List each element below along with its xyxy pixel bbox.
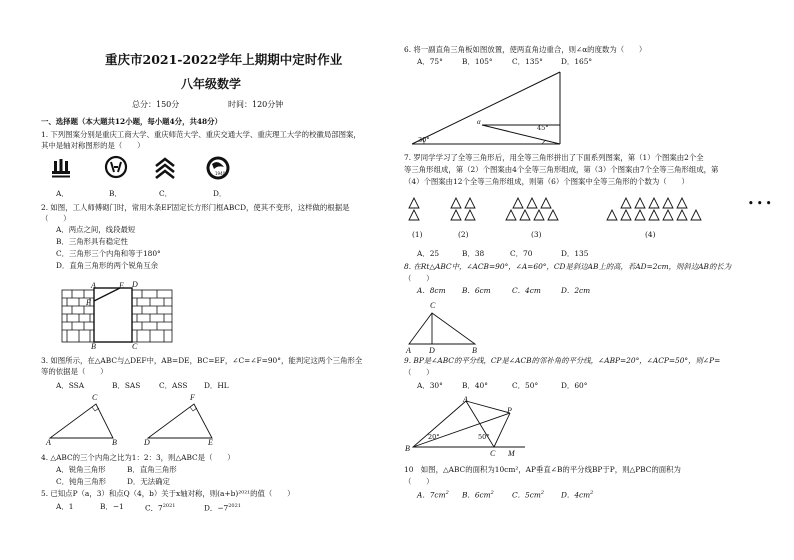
q10-option-b[interactable]	[462, 489, 494, 499]
q5-option-d-base: D．−7	[204, 503, 229, 513]
q3-label-a: A	[46, 438, 51, 447]
q5-option-c-exponent: 2021	[162, 503, 176, 509]
q7-pattern-figure	[408, 196, 728, 226]
q2-option-b[interactable]: B．三角形具有稳定性	[56, 237, 128, 246]
q9-option-a[interactable]: A．30°	[417, 381, 443, 390]
q2-stem-line2: （ ）	[41, 214, 71, 223]
q7-fig-label-1: (1)	[412, 230, 423, 239]
q10-stem-line1: 10 如图，△ABC的面积为10cm²，AP垂直∠B的平分线BP于P，则△PBC的面积为	[404, 465, 681, 474]
q10-stem-line2: （ ）	[404, 477, 434, 486]
q2-option-d[interactable]: D．直角三角形的两个锐角互余	[56, 261, 159, 270]
q10-option-d[interactable]	[561, 489, 593, 499]
q7-fig-label-4: (4)	[645, 230, 656, 239]
q10-option-a[interactable]	[417, 489, 449, 499]
q6-option-a[interactable]: A．75°	[417, 57, 443, 66]
q1-stem-line1: 1. 下列图案分别是重庆工商大学、重庆师范大学、重庆交通大学、重庆理工大学的校徽局部图案，	[41, 130, 361, 139]
q1-option-a[interactable]: A．	[56, 189, 69, 198]
q8-label-b: B	[472, 346, 477, 355]
q3-stem-line2: 等的依据是（ ）	[41, 367, 108, 376]
q8-option-c[interactable]: C．4cm	[512, 286, 541, 295]
q2-label-a: A	[91, 281, 96, 290]
q3-triangle-abc	[48, 402, 120, 440]
q5-option-a[interactable]: A．1	[56, 502, 74, 511]
q3-option-d[interactable]: D．HL	[204, 381, 229, 390]
q1-option-c[interactable]: C．	[159, 189, 173, 198]
q9-stem-line2: （ ）	[404, 368, 434, 377]
q7-ellipsis: • • •	[748, 199, 772, 209]
q2-door-figure	[62, 278, 172, 350]
q7-option-a[interactable]: A．25	[417, 249, 440, 258]
q9-angle-20: 20°	[428, 433, 440, 441]
q3-option-c[interactable]: C．ASS	[159, 381, 188, 390]
q10-option-c-exponent: 2	[540, 490, 545, 496]
q5-option-b[interactable]: B．−1	[100, 502, 124, 511]
q8-label-a: A	[406, 346, 411, 355]
q9-label-c: C	[490, 449, 496, 458]
q10-option-a-text: A．7cm	[417, 490, 446, 500]
q1-logo-c	[153, 156, 177, 180]
q3-label-d: D	[144, 438, 150, 447]
q8-label-d: D	[429, 346, 435, 355]
total-score: 总分：150分	[132, 100, 180, 109]
q1-logo-d	[205, 155, 231, 181]
q4-option-c[interactable]: C．钝角三角形	[56, 477, 106, 486]
q9-option-c[interactable]: C．50°	[512, 381, 539, 390]
q8-label-c: C	[430, 301, 436, 310]
q10-option-a-exponent: 2	[445, 490, 449, 496]
q6-option-b[interactable]: B．105°	[462, 57, 493, 66]
section-heading: 一、选择题（本大题共12小题，每小题4分，共48分）	[41, 117, 222, 126]
q4-option-b[interactable]: B．直角三角形	[127, 465, 177, 474]
q8-option-b[interactable]: B．6cm	[462, 286, 491, 295]
page-title: 重庆市2021-2022学年上期期中定时作业	[105, 52, 343, 67]
q6-triangle-figure	[410, 70, 570, 148]
q2-label-c: C	[132, 342, 138, 351]
q3-label-f: F	[190, 393, 195, 402]
q5-stem: 5. 已知点P（a，3）和点Q（4，b）关于x轴对称，则(a+b)²⁰²¹的值（ ）	[41, 489, 295, 498]
q8-option-d[interactable]: D．2cm	[561, 286, 591, 295]
q2-option-c[interactable]: C．三角形三个内角和等于180°	[56, 249, 161, 258]
q4-stem: 4. △ABC的三个内角之比为1：2：3，则△ABC是（ ）	[41, 453, 235, 462]
q5-option-c[interactable]	[145, 502, 175, 512]
q3-triangle-def	[146, 402, 218, 440]
q2-label-f: F	[86, 298, 91, 307]
q9-option-b[interactable]: B．40°	[462, 381, 488, 390]
q9-label-b: B	[405, 444, 410, 453]
q1-option-b[interactable]: B．	[109, 189, 122, 198]
q2-label-d: D	[132, 280, 138, 289]
q6-option-d[interactable]: D．165°	[561, 57, 593, 66]
q8-triangle-figure	[408, 311, 478, 347]
q10-option-c[interactable]	[512, 489, 544, 499]
q2-stem-line1: 2. 如图，工人师傅砌门时，常用木条EF固定长方形门框ABCD，使其不变形，这样做的根据是	[41, 203, 350, 212]
q3-label-e: E	[208, 438, 213, 447]
q9-label-m: M	[508, 449, 515, 458]
q7-option-b[interactable]: B．38	[462, 249, 485, 258]
q2-label-b: B	[91, 342, 96, 351]
q3-label-b: B	[112, 438, 117, 447]
q4-option-a[interactable]: A．锐角三角形	[56, 465, 106, 474]
q9-label-p: P	[507, 406, 512, 415]
q6-angle-45: 45°	[537, 124, 549, 132]
q7-stem-line1: 7. 罗同学学习了全等三角形后，用全等三角形拼出了下面系列图案，第（1）个图案由2个全	[404, 153, 704, 162]
q1-logo-b	[104, 155, 128, 179]
q7-stem-line3: （4）个图案由12个全等三角形组成，则第（6）个图案中全等三角形的个数为（ ）	[404, 177, 689, 186]
q10-option-d-text: D．4cm	[561, 490, 591, 500]
q2-label-e: E	[119, 281, 124, 290]
q1-logo-a	[50, 157, 72, 179]
q7-option-d[interactable]: D．135	[561, 249, 589, 258]
q10-option-c-text: C．5cm	[512, 490, 541, 500]
q8-stem-line1: 8. 在Rt△ABC中，∠ACB=90°，∠A=60°，CD是斜边AB上的高，若AD=2cm，则斜边AB的长为	[404, 262, 732, 271]
q7-fig-label-3: (3)	[531, 230, 542, 239]
q3-label-c: C	[92, 393, 98, 402]
q3-option-b[interactable]: B．SAS	[112, 381, 141, 390]
q8-option-a[interactable]: A．8cm	[417, 286, 446, 295]
q10-option-d-exponent: 2	[590, 490, 594, 496]
q9-triangle-figure	[410, 399, 530, 453]
q9-stem-line1: 9. BP是∠ABC的平分线，CP是∠ACB的邻补角的平分线，∠ABP=20°，∠ACP=50°，则∠P=	[404, 356, 721, 365]
q9-angle-50: 50°	[478, 433, 490, 441]
page-subtitle: 八年级数学	[181, 77, 242, 91]
q3-option-a[interactable]: A．SSA	[56, 381, 85, 390]
q7-option-c[interactable]: C．70	[510, 249, 533, 258]
q2-option-a[interactable]: A．两点之间，线段最短	[56, 225, 136, 234]
q9-label-a: A	[463, 395, 468, 404]
q10-option-b-exponent: 2	[490, 490, 494, 496]
q7-stem-line2: 等三角形组成，第（2）个图案由4个全等三角形组成，第（3）个图案由7个全等三角形组成，第	[404, 165, 719, 174]
q10-option-b-text: B．6cm	[462, 490, 491, 500]
q5-option-d[interactable]	[204, 502, 241, 512]
q5-option-d-exponent: 2021	[228, 503, 241, 509]
q1-logo-d-year: 1940	[215, 171, 226, 176]
q6-stem: 6. 将一副直角三角板如图放置，使两直角边重合，则∠α的度数为（ ）	[404, 45, 647, 54]
q6-angle-30: 30°	[418, 136, 430, 144]
q7-fig-label-2: (2)	[458, 230, 469, 239]
q1-stem-line2: 其中是轴对称图形的是（ ）	[41, 141, 145, 150]
q6-angle-alpha: α	[477, 118, 481, 126]
q4-option-d[interactable]: D．无法确定	[127, 477, 170, 486]
q5-option-c-base: C．7	[145, 503, 163, 513]
q8-stem-line2: （ ）	[404, 274, 434, 283]
q6-option-c[interactable]: C．135°	[512, 57, 543, 66]
q9-option-d[interactable]: D．60°	[561, 381, 588, 390]
exam-time: 时间：120分钟	[228, 100, 284, 109]
q3-stem-line1: 3. 如图所示，在△ABC与△DEF中，AB=DE，BC=EF，∠C=∠F=90°，能判定这两个三角形全	[41, 356, 363, 365]
q1-option-d[interactable]: D．	[213, 189, 227, 198]
